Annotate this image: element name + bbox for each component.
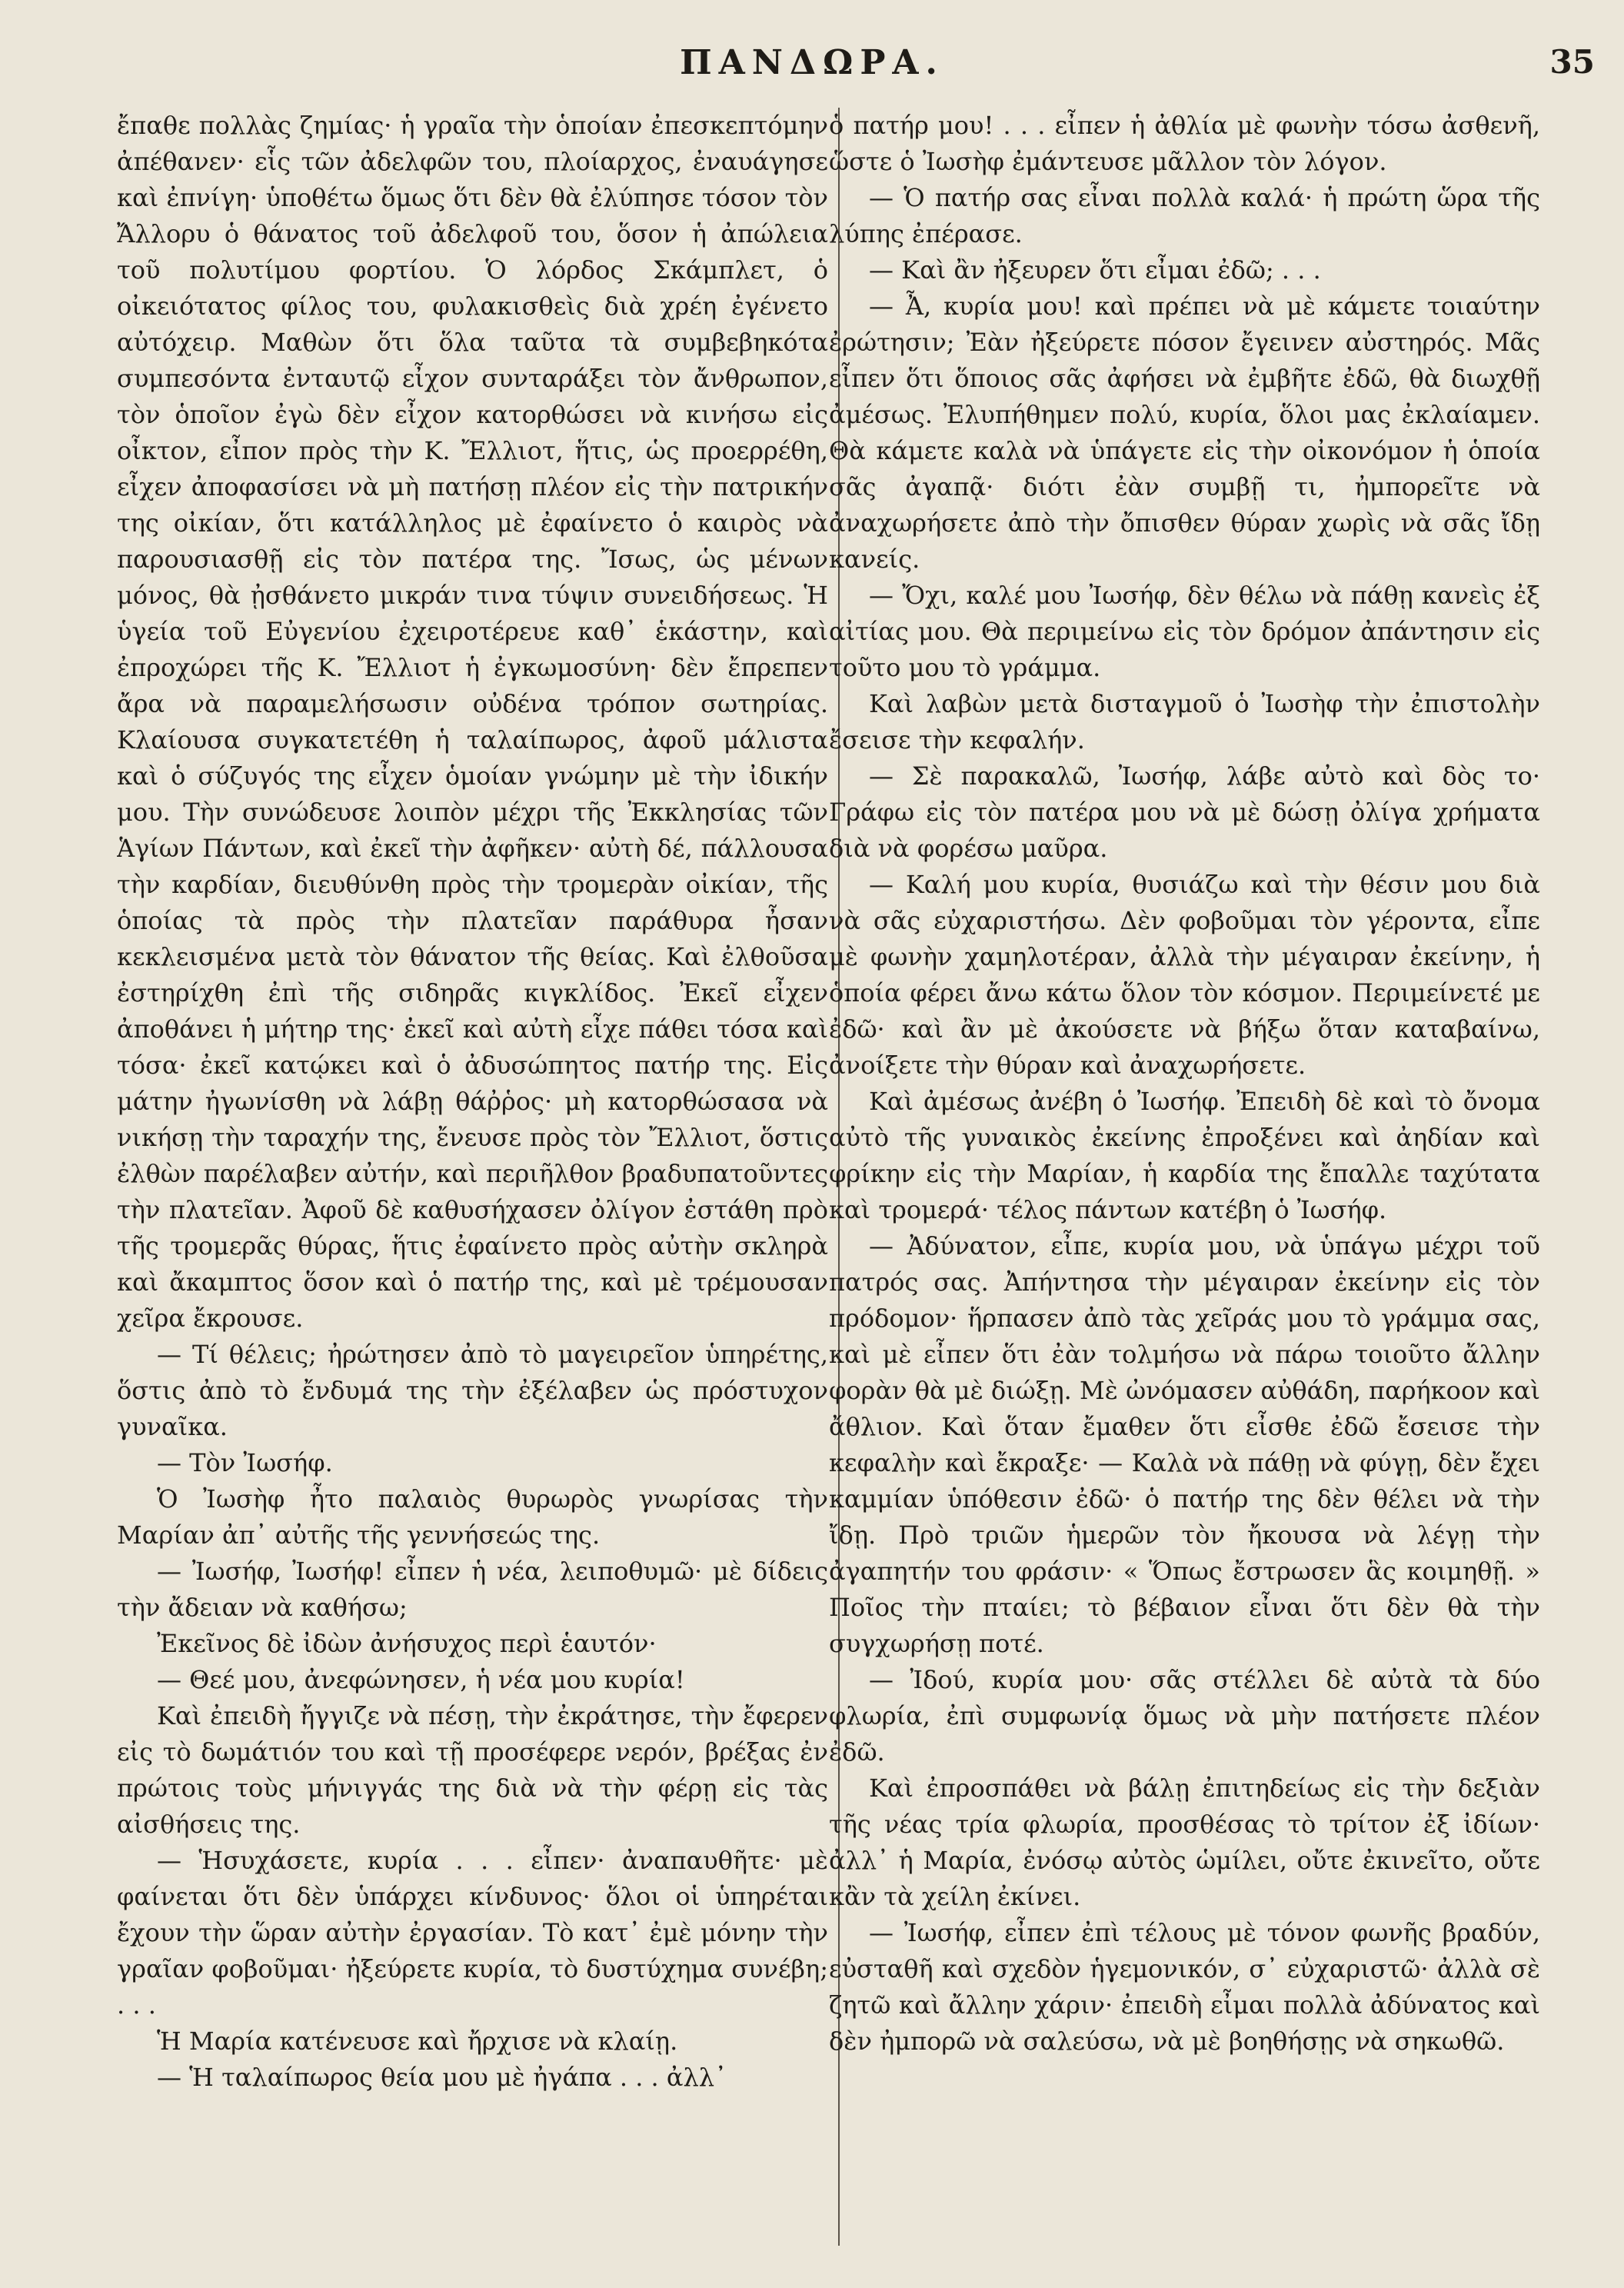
paragraph: — Ὄχι, καλέ μου Ἰωσήφ, δὲν θέλω νὰ πάθῃ κανεὶς ἐξ αἰτίας μου. Θὰ περιμείνω εἰς τὸν δρόμον ἀπάντησιν εἰς τοῦτο μου τὸ γράμμα. xyxy=(829,581,1540,682)
paragraph: — Σὲ παρακαλῶ, Ἰωσήφ, λάβε αὐτὸ καὶ δὸς το· Γράφω εἰς τὸν πατέρα μου νὰ μὲ δώσῃ ὀλίγα χρήματα διὰ νὰ φορέσω μαῦρα. xyxy=(829,761,1540,863)
paragraph: Καὶ ἐπροσπάθει νὰ βάλῃ ἐπιτηδείως εἰς τὴν δεξιὰν τῆς νέας τρία φλωρία, προσθέσας τὸ τρίτον ἐξ ἰδίων· ἀλλ᾽ ἡ Μαρία, ἐνόσῳ αὐτὸς ὡμίλει, οὔτε ἐκινεῖτο, οὔτε κἂν τὰ χείλη ἐκίνει. xyxy=(829,1773,1540,1911)
paragraph: — Ἰωσήφ, εἶπεν ἐπὶ τέλους μὲ τόνον φωνῆς βραδύν, εὐσταθῆ καὶ σχεδὸν ἡγεμονικόν, σ᾽ εὐχαριστῶ· ἀλλὰ σὲ ζητῶ καὶ ἄλλην χάριν· ἐπειδὴ εἶμαι πολλὰ ἀδύνατος καὶ δὲν ἠμπορῶ νὰ σαλεύσω, νὰ μὲ βοηθήσῃς νὰ σηκωθῶ. xyxy=(829,1918,1540,2056)
paragraph: ὁ πατήρ μου! . . . εἶπεν ἡ ἀθλία μὲ φωνὴν τόσω ἀσθενῆ, ὥστε ὁ Ἰωσὴφ ἐμάντευσε μᾶλλον τὸν λόγον. xyxy=(829,111,1540,176)
paragraph: Καὶ ἀμέσως ἀνέβη ὁ Ἰωσήφ. Ἐπειδὴ δὲ καὶ τὸ ὄνομα αὐτὸ τῆς γυναικὸς ἐκείνης ἐπροξένει καὶ ἀηδίαν καὶ φρίκην εἰς τὴν Μαρίαν, ἡ καρδία της ἔπαλλε ταχύτατα καὶ τρομερά· τέλος πάντων κατέβη ὁ Ἰωσήφ. xyxy=(829,1087,1540,1224)
paragraph: — Καὶ ἂν ἠξευρεν ὅτι εἶμαι ἐδῶ; . . . xyxy=(869,255,1321,285)
right-column xyxy=(829,108,1540,2261)
paragraph: Ἐκεῖνος δὲ ἰδὼν ἀνήσυχος περὶ ἑαυτόν· xyxy=(157,1629,657,1658)
journal-title: ΠΑΝΔΩΡΑ. xyxy=(680,43,944,82)
paragraph: — Ὁ πατήρ σας εἶναι πολλὰ καλά· ἡ πρώτη ὥρα τῆς λύπης ἐπέρασε. xyxy=(829,183,1540,248)
paragraph: ἔπαθε πολλὰς ζημίας· ἡ γραῖα τὴν ὁποίαν ἐπεσκεπτόμην ἀπέθανεν· εἷς τῶν ἀδελφῶν του, πλοίαρχος, ἐναυάγησε καὶ ἐπνίγη· ὑποθέτω ὅμως ὅτι δὲν θὰ ἐλύπησε τόσον τὸν Ἄλλορυ ὁ θάνατος τοῦ ἀδελφοῦ του, ὅσον ἡ ἀπώλεια τοῦ πολυτίμου φορτίου. Ὁ λόρδος Σκάμπλετ, ὁ οἰκειότατος φίλος του, φυλακισθεὶς διὰ χρέη ἐγένετο αὐτόχειρ. Μαθὼν ὅτι ὅλα ταῦτα τὰ συμβεβηκότα συμπεσόντα ἐνταυτῷ εἶχον συνταράξει τὸν ἄνθρωπον, τὸν ὁποῖον ἐγὼ δὲν εἶχον κατορθώσει νὰ κινήσω εἰς οἶκτον, εἶπον πρὸς τὴν Κ. Ἔλλιοτ, ἥτις, ὡς προερρέθη, εἶχεν ἀποφασίσει νὰ μὴ πατήσῃ πλέον εἰς τὴν πατρικήν της οἰκίαν, ὅτι κατάλληλος μὲ ἐφαίνετο ὁ καιρὸς νὰ παρουσιασθῇ εἰς τὸν πατέρα της. Ἴσως, ὡς μένων μόνος, θὰ ᾐσθάνετο μικράν τινα τύψιν συνειδήσεως. Ἡ ὑγεία τοῦ Εὐγενίου ἐχειροτέρευε καθ᾽ ἑκάστην, καὶ ἐπροχώρει τῆς Κ. Ἔλλιοτ ἡ ἐγκωμοσύνη· δὲν ἔπρεπεν ἄρα νὰ παραμελήσωσιν οὐδένα τρόπον σωτηρίας. Κλαίουσα συγκατετέθη ἡ ταλαίπωρος, ἀφοῦ μάλιστα καὶ ὁ σύζυγός της εἶχεν ὁμοίαν γνώμην μὲ τὴν ἰδικήν μου. Τὴν συνώδευσε λοιπὸν μέχρι τῆς Ἐκκλησίας τῶν Ἁγίων Πάντων, καὶ ἐκεῖ τὴν ἀφῆκεν· αὐτὴ δέ, πάλλουσα τὴν καρδίαν, διευθύνθη πρὸς τὴν τρομερὰν οἰκίαν, τῆς ὁποίας τὰ πρὸς τὴν πλατεῖαν παράθυρα ἦσαν κεκλεισμένα μετὰ τὸν θάνατον τῆς θείας. Καὶ ἐλθοῦσα ἐστηρίχθη ἐπὶ τῆς σιδηρᾶς κιγκλίδος. Ἐκεῖ εἶχεν ἀποθάνει ἡ μήτηρ της· ἐκεῖ καὶ αὐτὴ εἶχε πάθει τόσα καὶ τόσα· ἐκεῖ κατῴκει καὶ ὁ ἀδυσώπητος πατήρ της. Εἰς μάτην ἠγωνίσθη νὰ λάβῃ θάῤῥος· μὴ κατορθώσασα νὰ νικήσῃ τὴν ταραχήν της, ἔνευσε πρὸς τὸν Ἔλλιοτ, ὅστις ἐλθὼν παρέλαβεν αὐτήν, καὶ περιῆλθον βραδυπατοῦντες τὴν πλατεῖαν. Ἀφοῦ δὲ καθυσήχασεν ὀλίγον ἐστάθη πρὸ τῆς τρομερᾶς θύρας, ἥτις ἐφαίνετο πρὸς αὐτὴν σκληρὰ καὶ ἄκαμπτος ὅσον καὶ ὁ πατήρ της, καὶ μὲ τρέμουσαν χεῖρα ἔκρουσε. xyxy=(117,111,828,1333)
paragraph: — Ἡ ταλαίπωρος θεία μου μὲ ἠγάπα . . . ἀλλ᾽ xyxy=(157,2063,727,2092)
paragraph: — Ἰωσήφ, Ἰωσήφ! εἶπεν ἡ νέα, λειποθυμῶ· μὲ δίδεις τὴν ἄδειαν νὰ καθήσω; xyxy=(117,1557,828,1622)
paragraph: — Τί θέλεις; ἠρώτησεν ἀπὸ τὸ μαγειρεῖον ὑπηρέτης, ὅστις ἀπὸ τὸ ἔνδυμά της τὴν ἐξέλαβεν ὡς πρόστυχον γυναῖκα. xyxy=(117,1340,828,1441)
paragraph: — Θεέ μου, ἀνεφώνησεν, ἡ νέα μου κυρία! xyxy=(157,1665,685,1694)
paragraph: — Καλή μου κυρία, θυσιάζω καὶ τὴν θέσιν μου διὰ νὰ σᾶς εὐχαριστήσω. Δὲν φοβοῦμαι τὸν γέροντα, εἶπε μὲ φωνὴν χαμηλοτέραν, ἀλλὰ τὴν μέγαιραν ἐκείνην, ἡ ὁποία φέρει ἄνω κάτω ὅλον τὸν κόσμον. Περιμείνετέ με ἐδῶ· καὶ ἂν μὲ ἀκούσετε νὰ βήξω ὅταν καταβαίνω, ἀνοίξετε τὴν θύραν καὶ ἀναχωρήσετε. xyxy=(829,870,1540,1080)
paragraph: — Ἰδού, κυρία μου· σᾶς στέλλει δὲ αὐτὰ τὰ δύο φλωρία, ἐπὶ συμφωνίᾳ ὅμως νὰ μὴν πατήσετε πλέον ἐδῶ. xyxy=(829,1665,1540,1767)
paragraph: Ὁ Ἰωσὴφ ἦτο παλαιὸς θυρωρὸς γνωρίσας τὴν Μαρίαν ἀπ᾽ αὐτῆς τῆς γεννήσεώς της. xyxy=(117,1484,828,1550)
paragraph: — Τὸν Ἰωσήφ. xyxy=(157,1448,333,1477)
paragraph: — Ἀδύνατον, εἶπε, κυρία μου, νὰ ὑπάγω μέχρι τοῦ πατρός σας. Ἀπήντησα τὴν μέγαιραν ἐκείνην εἰς τὸν πρόδομον· ἥρπασεν ἀπὸ τὰς χεῖράς μου τὸ γράμμα σας, καὶ μὲ εἶπεν ὅτι ἐὰν τολμήσω νὰ πάρω τοιοῦτο ἄλλην φορὰν θὰ μὲ διώξῃ. Μὲ ὠνόμασεν αὐθάδη, παρήκοον καὶ ἄθλιον. Καὶ ὅταν ἔμαθεν ὅτι εἶσθε ἐδῶ ἔσεισε τὴν κεφαλὴν καὶ ἔκραξε· — Καλὰ νὰ πάθῃ νὰ φύγῃ, δὲν ἔχει καμμίαν ὑπόθεσιν ἐδῶ· ὁ πατήρ της δὲν θέλει νὰ τὴν ἴδῃ. Πρὸ τριῶν ἡμερῶν τὸν ἤκουσα νὰ λέγῃ τὴν ἀγαπητήν του φράσιν· « Ὅπως ἔστρωσεν ἃς κοιμηθῇ. » Ποῖος τὴν πταίει; τὸ βέβαιον εἶναι ὅτι δὲν θὰ τὴν συγχωρήσῃ ποτέ. xyxy=(829,1231,1540,1658)
left-column xyxy=(117,108,828,2261)
paragraph: Ἡ Μαρία κατένευσε καὶ ἤρχισε νὰ κλαίῃ. xyxy=(157,2027,678,2056)
running-head xyxy=(0,43,1624,89)
paragraph: — Ἡσυχάσετε, κυρία . . . εἶπεν· ἀναπαυθῆτε· μὲ φαίνεται ὅτι δὲν ὑπάρχει κίνδυνος· ὅλοι οἱ ὑπηρέται ἔχουν τὴν ὥραν αὐτὴν ἐργασίαν. Τὸ κατ᾽ ἐμὲ μόνην τὴν γραῖαν φοβοῦμαι· ἠξεύρετε κυρία, τὸ δυστύχημα συνέβη; . . . xyxy=(117,1846,828,2020)
paragraph: Καὶ ἐπειδὴ ἤγγιζε νὰ πέσῃ, τὴν ἐκράτησε, τὴν ἔφερεν εἰς τὸ δωμάτιόν του καὶ τῇ προσέφερε νερόν, βρέξας ἐν πρώτοις τοὺς μήνιγγάς της διὰ νὰ τὴν φέρῃ εἰς τὰς αἰσθήσεις της. xyxy=(117,1701,828,1839)
paragraph: Καὶ λαβὼν μετὰ δισταγμοῦ ὁ Ἰωσὴφ τὴν ἐπιστολὴν ἔσεισε τὴν κεφαλήν. xyxy=(829,689,1540,754)
paragraph: — Ἆ, κυρία μου! καὶ πρέπει νὰ μὲ κάμετε τοιαύτην ἐρώτησιν; Ἐὰν ἠξεύρετε πόσον ἔγεινεν αὐστηρός. Μᾶς εἶπεν ὅτι ὅποιος σᾶς ἀφήσει νὰ ἐμβῆτε ἐδῶ, θὰ διωχθῇ ἀμέσως. Ἐλυπήθημεν πολύ, κυρία, ὅλοι μας ἐκλαίαμεν. Θὰ κάμετε καλὰ νὰ ὑπάγετε εἰς τὴν οἰκονόμον ἡ ὁποία σᾶς ἀγαπᾷ· διότι ἐὰν συμβῇ τι, ἠμπορεῖτε νὰ ἀναχωρήσετε ἀπὸ τὴν ὄπισθεν θύραν χωρὶς νὰ σᾶς ἴδῃ κανείς. xyxy=(829,291,1540,574)
page-number: 35 xyxy=(1549,43,1595,81)
